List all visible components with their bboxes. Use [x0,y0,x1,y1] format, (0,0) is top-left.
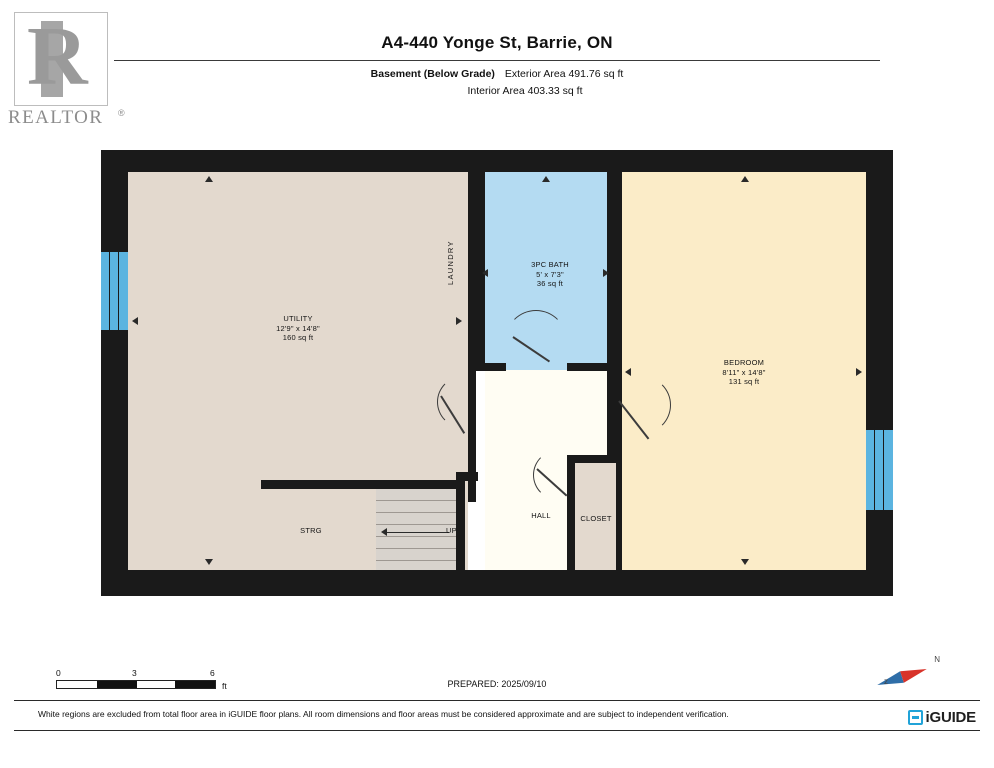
room-label-bedroom [684,358,804,387]
interior-area-label: Interior Area 403.33 sq ft [467,85,583,97]
door-closet-arc [533,450,583,500]
dimension-arrow-utility-top [205,176,213,182]
dimension-arrow-bedroom-left [625,368,631,376]
wall-bath-bottom-right [567,363,616,371]
iguide-mark-icon [908,710,923,725]
dimension-arrow-utility-left [132,317,138,325]
wall-left [101,150,128,596]
iguide-wordmark: iGUIDE [925,708,976,726]
room-label-bath [490,260,610,289]
stair-tread [376,500,456,501]
level-and-exterior-area [114,68,880,80]
floor-plan-drawing [101,150,893,596]
room-name-utility: UTILITY [283,314,313,323]
interior-area-row [114,85,880,97]
wall-hall-stub [456,472,478,481]
exterior-area-label: Exterior Area 491.76 sq ft [504,68,624,80]
prepared-date: PREPARED: 2025/09/10 [447,679,547,689]
wall-strg-top [261,480,465,489]
wall-bath-bottom [476,363,506,371]
dimension-arrow-utility-bottom [205,559,213,565]
window-utility-left [101,252,128,330]
compass-needle-north [900,663,928,682]
realtor-logo-mark [14,12,108,106]
room-dims-utility: 12'9" x 14'8" [276,323,320,333]
dimension-arrow-bedroom-right [856,368,862,376]
stair-direction-line [387,532,449,533]
disclaimer-text: White regions are excluded from total floor area in iGUIDE floor plans. All room dimensions and floor areas must be considered approximate and are subject to independent verification. [38,709,729,719]
stair-direction-arrow [381,528,387,536]
title-divider [114,60,880,61]
stair-tread [376,548,456,549]
page-title: A4-440 Yonge St, Barrie, ON [381,33,613,52]
room-name-bedroom: BEDROOM [723,358,765,367]
room-label-strg [271,526,351,536]
stair-tread [376,536,456,537]
scale-tick-0: 0 [56,668,61,678]
realtor-logo-letter: R [27,10,88,103]
footer-divider-top [14,700,980,701]
room-name-strg: STRG [300,526,322,535]
wall-utility-right [468,172,476,502]
dimension-arrow-bath-left [482,269,488,277]
window-bedroom-right [866,430,893,510]
room-dims-bedroom: 8'11" x 14'8" [722,367,766,377]
stair-tread [376,524,456,525]
room-area-bedroom: 131 sq ft [728,377,760,386]
room-label-utility [238,314,358,343]
stair-up-label: UP [446,526,457,535]
door-bath-arc [505,310,567,372]
scale-tick-6: 6 [210,668,215,678]
iguide-logo [908,707,976,727]
wall-right [866,150,893,596]
scale-unit-label: ft [222,681,227,691]
room-area-utility: 160 sq ft [282,333,314,342]
wall-top [101,150,893,172]
stair-tread [376,560,456,561]
room-label-laundry: LAUNDRY [446,240,455,285]
room-name-hall: HALL [531,511,551,520]
room-name-bath: 3PC BATH [531,260,569,269]
realtor-logo-wordmark: REALTOR [8,107,104,128]
footer-divider-bottom [14,730,980,731]
wall-hall-left-lower [456,480,465,570]
compass-needle-south [875,671,903,690]
compass-north-label: N [934,655,940,664]
wall-bottom [101,570,893,596]
room-label-closet [556,514,636,524]
stair-tread [376,512,456,513]
room-name-closet: CLOSET [580,514,612,523]
door-hall-west-arc [437,376,489,428]
scale-tick-3: 3 [132,668,137,678]
dimension-arrow-bath-top [542,176,550,182]
dimension-arrow-utility-right [456,317,462,325]
wall-bedroom-left [616,172,622,570]
level-label: Basement (Below Grade) [370,68,495,80]
compass-icon [884,655,942,701]
dimension-arrow-bedroom-bottom [741,559,749,565]
room-dims-bath: 5' x 7'3" [536,269,564,279]
room-area-bath: 36 sq ft [536,279,564,288]
compass-z-label: z [884,677,888,686]
dimension-arrow-bedroom-top [741,176,749,182]
door-bedroom-arc [613,376,671,434]
realtor-logo [8,8,128,133]
realtor-registered-icon: ® [118,108,125,118]
